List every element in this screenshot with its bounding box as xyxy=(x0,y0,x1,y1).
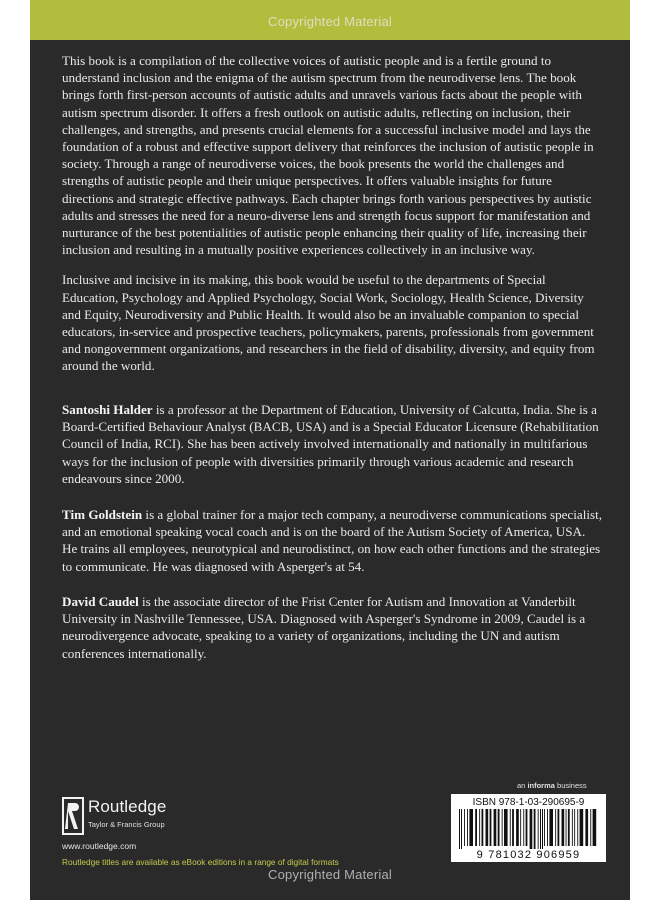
barcode-bar xyxy=(574,809,575,846)
barcode-bar xyxy=(555,809,556,846)
isbn-barcode xyxy=(451,794,606,862)
informa-suffix: business xyxy=(554,781,587,790)
barcode-bar xyxy=(538,809,539,849)
barcode-bar xyxy=(504,809,508,846)
barcode-bar xyxy=(467,809,468,846)
author-bio-text: is the associate director of the Frist Center for Autism and Innovation at Vanderbilt University in Nashville Tennessee, USA. Diagnosed with Asperger's Syndrome in 2009, Caudel is a neurodivergence advocate, speaking to a variety of organizations, including the UN and autism conferences internationally. xyxy=(62,594,586,661)
barcode-bar xyxy=(540,809,541,849)
barcode-bar xyxy=(562,809,565,846)
publisher-url: www.routledge.com xyxy=(62,841,137,851)
barcode-bar xyxy=(502,809,503,846)
informa-prefix: an xyxy=(517,781,528,790)
barcode-bar xyxy=(486,809,489,846)
author-bio-text: is a professor at the Department of Education, University of Calcutta, India. She is a Board-Certified Behaviour Analyst (BACB, USA) and is a Special Educator Licensure (Rehabilitation Council of India, RCI). She has been actively involved internationally and nationally in multifarious ways for the inclusion of people with diversities primarily through various academic and research endeavours since 2000. xyxy=(62,402,599,486)
isbn-label: ISBN 978-1-03-290695-9 xyxy=(472,797,585,808)
barcode-bar xyxy=(585,809,588,846)
barcode-digits: 9 781032 906959 xyxy=(476,849,581,861)
author-bio-text: is a global trainer for a major tech company, a neurodiverse communications specialist, and an emotional speaking vocal coach and is on the board of the Autism Society of America, USA. He trains all employees, neurotypical and neurodistinct, on how each other functions and the strategies to communicate. He was diagnosed with Asperger's at 54. xyxy=(62,507,602,574)
barcode-bar xyxy=(482,809,484,846)
barcode-bar xyxy=(542,809,543,849)
barcode-bar xyxy=(464,809,465,846)
barcode-bar xyxy=(566,809,567,846)
book-description xyxy=(62,52,602,388)
barcode-bar xyxy=(461,809,462,849)
barcode-bar xyxy=(530,809,533,849)
barcode-bar xyxy=(593,809,597,846)
barcode-bar xyxy=(558,809,560,846)
barcode-bar xyxy=(544,809,545,846)
barcode-bar xyxy=(516,809,519,846)
barcode-bars xyxy=(457,809,600,849)
author-bio-goldstein xyxy=(62,506,602,575)
informa-brand: informa xyxy=(527,781,555,790)
barcode-bar xyxy=(510,809,511,846)
barcode-bar xyxy=(469,809,473,846)
watermark-bottom: Copyrighted Material xyxy=(268,867,392,882)
routledge-logo-icon xyxy=(62,797,84,835)
barcode-bar xyxy=(475,809,477,846)
barcode-bar xyxy=(523,809,524,846)
barcode-bar xyxy=(572,809,573,846)
barcode-bar xyxy=(549,809,553,846)
barcode-bar xyxy=(512,809,514,846)
ebook-note: Routledge titles are available as eBook editions in a range of digital formats xyxy=(62,857,339,867)
description-paragraph-2: Inclusive and incisive in its making, this book would be useful to the departments of Special Education, Psychology and Applied Psychology, Social Work, Sociology, Health Science, Diversity and Equity, Neurodiversity and Public Health. It would also be an invaluable companion to special educators, in-service and prospective teachers, policymakers, parents, professionals from government and nongovernment organizations, and researchers in the field of disability, diversity, and equity from around the world. xyxy=(62,272,595,374)
book-back-cover xyxy=(30,0,630,900)
informa-business-label xyxy=(517,781,587,790)
barcode-bar xyxy=(520,809,521,846)
barcode-bar xyxy=(580,809,584,846)
barcode-bar xyxy=(547,809,548,846)
publisher-name: Routledge xyxy=(88,797,167,816)
author-name: Santoshi Halder xyxy=(62,402,153,417)
barcode-bar xyxy=(479,809,480,846)
barcode-bar xyxy=(459,809,460,849)
barcode-bar xyxy=(494,809,497,846)
barcode-bar xyxy=(498,809,500,846)
author-name: Tim Goldstein xyxy=(62,507,143,522)
author-bio-halder xyxy=(62,401,602,487)
barcode-bar xyxy=(577,809,578,846)
barcode-bar xyxy=(568,809,570,846)
description-paragraph-1: This book is a compilation of the collective voices of autistic people and is a fertile ground to understand inclusion and the enigma of the autism spectrum from the neurodiverse lens. The book brings forth first-person accounts of autistic adults and unravels various facts about the people with autism spectrum disorder. It offers a fresh outlook on autistic adults, reflecting on inclusion, their challenges, and strengths, and presents crucial elements for a successful inclusive model and lays the foundation of a robust and effective support delivery that reinforces the inclusion of autistic people in society. Through a range of neurodiverse voices, the book presents the world the challenges and strengths of autistic people and their unique perspectives. It offers valuable insights for future directions and strategic effective pathways. Each chapter brings forth various perspectives by autistic adults and stresses the need for a neuro-diverse lens and strength focus support for manifestation and nurturance of the best potentialities of autistic people enhancing their quality of life, increasing their inclusion and resulting in a mutually positive experiences collectively in an inclusive way. xyxy=(62,53,594,258)
watermark-top: Copyrighted Material xyxy=(268,14,392,29)
barcode-bar xyxy=(526,809,528,846)
author-name: David Caudel xyxy=(62,594,139,609)
publisher-subtitle: Taylor & Francis Group xyxy=(88,820,165,829)
barcode-bar xyxy=(590,809,591,846)
barcode-bar xyxy=(490,809,492,846)
barcode-bar xyxy=(534,809,536,849)
author-bio-caudel xyxy=(62,593,602,662)
